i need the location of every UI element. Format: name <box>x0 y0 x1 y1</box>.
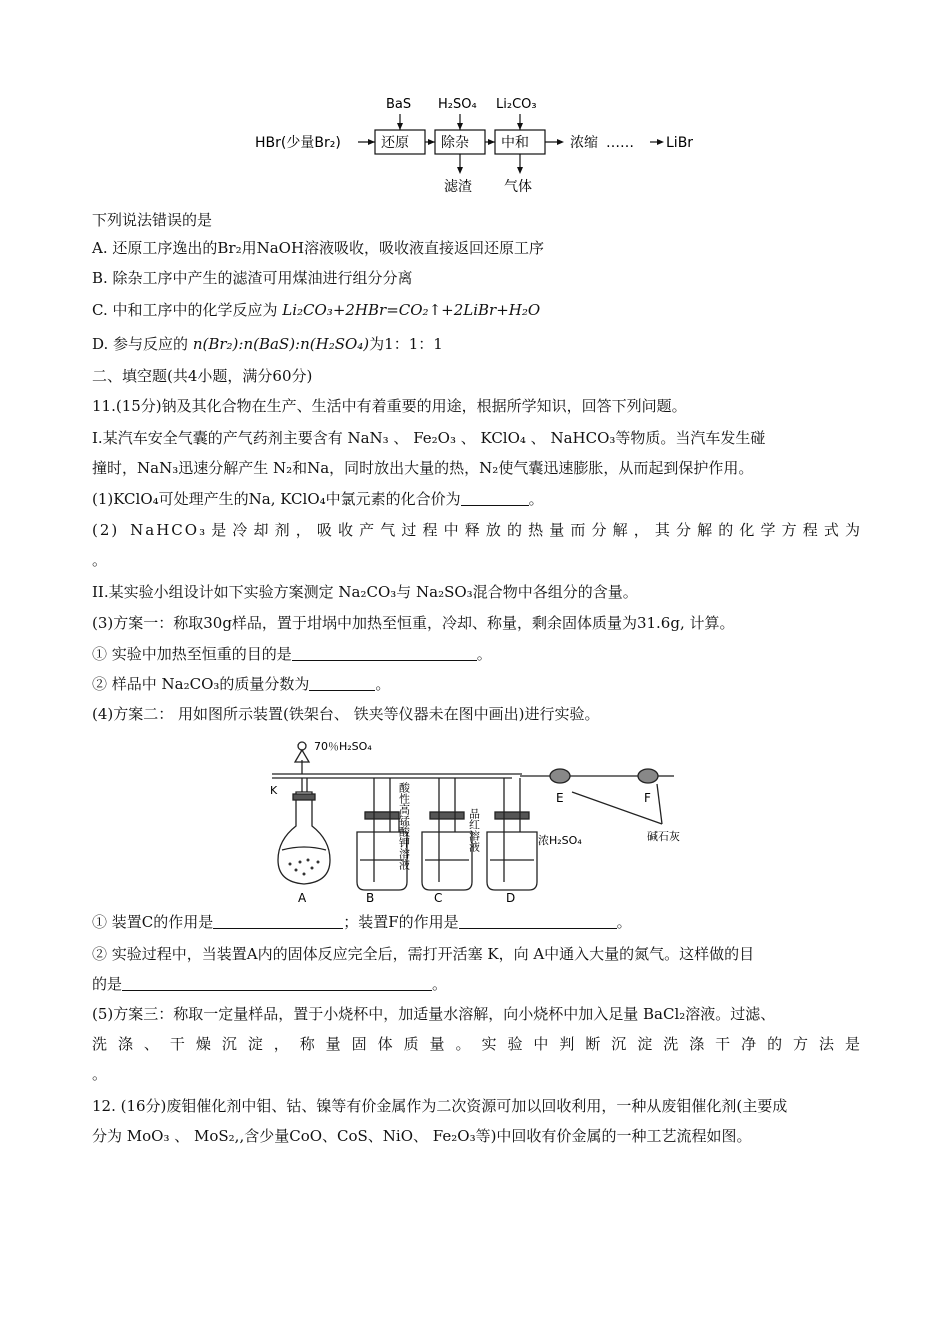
q11-q4-2-line2: 的是 。 <box>92 975 448 993</box>
q11-q5-line2: 洗涤、干燥沉淀，称量固体质量。实验中判断沉淀洗涤干净的方法是 <box>92 1035 862 1053</box>
q11-q3-2: ② 样品中 Na₂CO₃的质量分数为 。 <box>92 675 391 693</box>
flow-reagent-h2so4: H₂SO₄ <box>438 97 477 112</box>
q10-option-c: C. 中和工序中的化学反应为 Li₂CO₃+2HBr=CO₂↑+2LiBr+H₂O <box>92 301 541 319</box>
section-heading: 二、填空题(共4小题，满分60分) <box>92 367 313 385</box>
flow-input: HBr(少量Br₂) <box>255 135 341 151</box>
flow-concentrate: 浓缩 <box>570 135 598 151</box>
acid-label: 70％H₂SO₄ <box>314 740 372 753</box>
q11-intro: 11.(15分)钠及其化合物在生产、生活中有着重要的用途，根据所学知识，回答下列问题。 <box>92 397 687 415</box>
flow-output-gas: 气体 <box>504 179 532 195</box>
q11-q3: (3)方案一：称取30g样品，置于坩埚中加热至恒重，冷却、称量，剩余固体质量为31.6g, 计算。 <box>92 614 735 632</box>
d-solution-label: 浓H₂SO₄ <box>538 834 582 847</box>
q11-q2-line2: 。 <box>92 551 108 569</box>
process-flowchart <box>250 90 710 200</box>
soda-lime-label: 碱石灰 <box>647 830 680 843</box>
valve-k-label: K <box>270 784 278 797</box>
q11-q5-line3: 。 <box>92 1065 108 1083</box>
flow-reagent-bas: BaS <box>386 97 412 112</box>
q11-part1-line1: I.某汽车安全气囊的产气药剂主要含有 NaN₃ 、 Fe₂O₃ 、 KClO₄ 、 NaHCO₃等物质。当汽车发生碰 <box>92 429 766 447</box>
answer-blank <box>213 914 343 929</box>
q10-option-b: B. 除杂工序中产生的滤渣可用煤油进行组分分离 <box>92 269 413 287</box>
q10-prompt: 下列说法错误的是 <box>92 211 213 229</box>
q11-q3-1: ① 实验中加热至恒重的目的是 。 <box>92 645 492 663</box>
q11-q4-2-line1: ② 实验过程中，当装置A内的固体反应完全后，需打开活塞 K，向 A中通入大量的氮气。这样做的目 <box>92 945 755 963</box>
answer-blank <box>309 676 375 691</box>
b-solution-label: 酸性高锰酸钾溶液 <box>397 782 411 870</box>
q10-option-d: D. 参与反应的 n(Br₂):n(BaS):n(H₂SO₄)为1：1：1 <box>92 335 443 353</box>
q11-q4-1: ① 装置C的作用是 ；装置F的作用是 。 <box>92 913 632 931</box>
flow-reagent-li2co3: Li₂CO₃ <box>496 97 537 112</box>
q10-option-a: A. 还原工序逸出的Br₂用NaOH溶液吸收，吸收液直接返回还原工序 <box>92 239 545 257</box>
flow-step-purify: 除杂 <box>441 135 469 151</box>
label-f: F <box>644 791 651 805</box>
q11-q2-line1: (2) NaHCO₃是冷却剂，吸收产气过程中释放的热量而分解，其分解的化学方程式为 <box>92 521 862 539</box>
label-a: A <box>298 891 307 904</box>
flow-dots: …… <box>606 135 634 151</box>
d-ratio: n(Br₂):n(BaS):n(H₂SO₄) <box>192 335 370 353</box>
answer-blank <box>461 491 529 506</box>
q11-part1-line2: 撞时，NaN₃迅速分解产生 N₂和Na，同时放出大量的热，N₂使气囊迅速膨胀，从而起到保护作用。 <box>92 459 754 477</box>
q11-q5-line1: (5)方案三：称取一定量样品，置于小烧杯中，加适量水溶解，向小烧杯中加入足量 BaCl₂溶液。过滤、 <box>92 1005 776 1023</box>
c-solution-label: 品红溶液 <box>467 808 481 852</box>
answer-blank <box>292 646 477 661</box>
apparatus-diagram <box>262 732 732 904</box>
label-d: D <box>506 891 516 904</box>
q11-part2: II.某实验小组设计如下实验方案测定 Na₂CO₃与 Na₂SO₃混合物中各组分的含量。 <box>92 583 638 601</box>
label-e: E <box>556 791 564 805</box>
flow-product: LiBr <box>666 135 694 151</box>
flow-step-neutralize: 中和 <box>501 135 529 151</box>
flow-step-reduce: 还原 <box>381 135 409 151</box>
c-equation: Li₂CO₃+2HBr=CO₂↑+2LiBr+H₂O <box>282 301 541 319</box>
answer-blank <box>459 914 617 929</box>
q12-line2: 分为 MoO₃ 、 MoS₂,,含少量CoO、CoS、NiO、 Fe₂O₃等)中回收有价金属的一种工艺流程如图。 <box>92 1127 752 1145</box>
label-c: C <box>434 891 443 904</box>
flow-output-residue: 滤渣 <box>444 179 472 195</box>
answer-blank <box>122 976 432 991</box>
q11-q4: (4)方案二： 用如图所示装置(铁架台、 铁夹等仪器未在图中画出)进行实验。 <box>92 705 600 723</box>
label-b: B <box>366 891 375 904</box>
q12-line1: 12. (16分)废钼催化剂中钼、钴、镍等有价金属作为二次资源可加以回收利用，一种从废钼催化剂(主要成 <box>92 1097 788 1115</box>
q11-q1: (1)KClO₄可处理产生的Na, KClO₄中氯元素的化合价为 。 <box>92 490 544 508</box>
